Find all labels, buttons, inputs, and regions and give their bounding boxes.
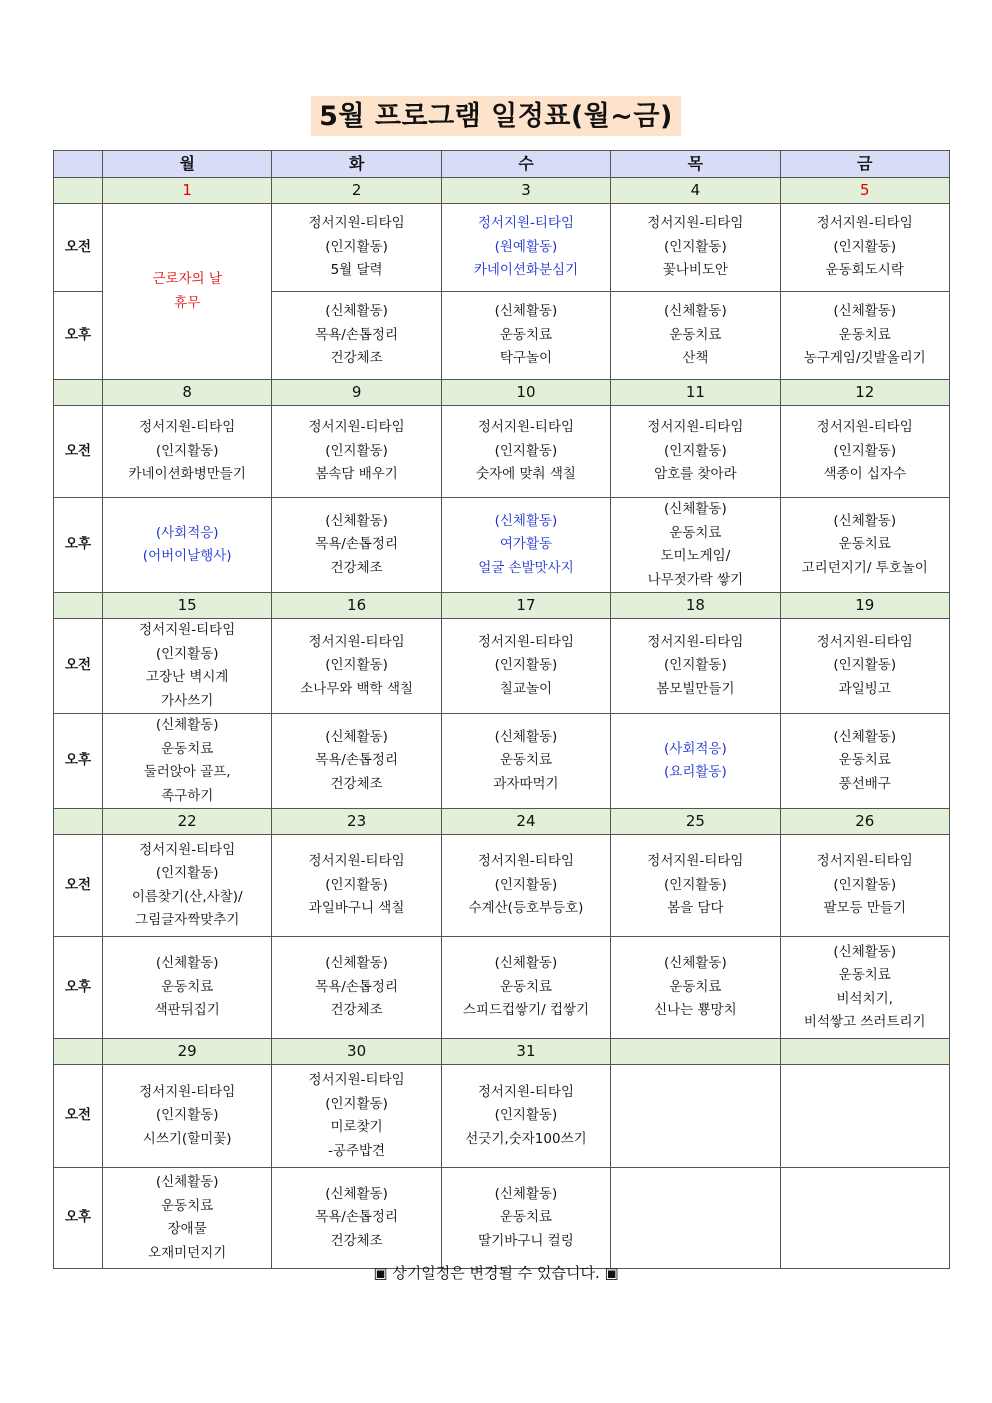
activity-line: 정서지원-티타임 xyxy=(647,215,744,232)
activity-line: 운동치료 xyxy=(161,978,214,995)
pm-cell-tue xyxy=(272,714,441,809)
am-cell-wed xyxy=(441,619,610,714)
pm-cell-fri xyxy=(780,714,949,809)
am-row xyxy=(54,835,950,937)
activity-line: 여가활동 xyxy=(499,536,553,553)
activity-line: (사회적응) xyxy=(155,524,219,541)
activity-line: 고장난 벽시계 xyxy=(145,669,229,685)
activity-line: 정서지원-티타임 xyxy=(816,419,913,436)
activity-line: 숫자에 맞춰 색칠 xyxy=(476,466,576,483)
activity-line: (요리활동) xyxy=(664,764,727,780)
activity-line: 정서지원-티타임 xyxy=(647,853,744,870)
activity-line: (인지활동) xyxy=(325,657,388,674)
pm-cell-thu xyxy=(611,714,780,809)
activity-line: 정서지원-티타임 xyxy=(816,215,913,232)
activity-line: (신체활동) xyxy=(664,303,727,320)
date-row xyxy=(54,809,950,835)
activity-line: 오재미던지기 xyxy=(148,1244,227,1261)
activity-line: 선긋기,숫자100쓰기 xyxy=(465,1130,587,1147)
date-row-blank xyxy=(54,1039,103,1065)
activity-line: (어버이날행사) xyxy=(142,548,232,564)
activity-line: (신체활동) xyxy=(494,1185,558,1202)
date-cell-tue: 9 xyxy=(272,380,441,406)
pm-cell-wed xyxy=(441,292,610,380)
activity-line: 목욕/손톱정리 xyxy=(315,536,398,553)
am-row xyxy=(54,619,950,714)
activity-line: (사회적응) xyxy=(664,740,727,757)
activity-line: 정서지원-티타임 xyxy=(139,419,236,436)
activity-line: 정서지원-티타임 xyxy=(308,419,405,436)
pm-row xyxy=(54,714,950,809)
pm-cell-tue xyxy=(272,937,441,1039)
activity-line: (인지활동) xyxy=(494,442,558,459)
date-cell-wed: 31 xyxy=(441,1039,610,1065)
activity-line: -공주밥견 xyxy=(328,1142,386,1159)
period-label-am: 오전 xyxy=(54,619,103,714)
date-cell-tue: 30 xyxy=(272,1039,441,1065)
period-label-am: 오전 xyxy=(54,835,103,937)
activity-line: 운동치료 xyxy=(499,326,553,343)
am-cell-tue xyxy=(272,406,441,498)
am-row xyxy=(54,406,950,498)
activity-line: 봄을 담다 xyxy=(667,900,724,917)
activity-line: 칠교놀이 xyxy=(499,680,553,697)
page-title: 5월 프로그램 일정표(월~금) xyxy=(311,96,681,136)
activity-line: (신체활동) xyxy=(833,728,897,745)
activity-line: (신체활동) xyxy=(325,1185,388,1202)
date-cell-thu: 4 xyxy=(611,178,780,204)
activity-line: 카네이션화분심기 xyxy=(473,262,579,279)
activity-line: 건강체조 xyxy=(330,1232,383,1249)
pm-cell-tue xyxy=(272,292,441,380)
date-row-blank xyxy=(54,593,103,619)
schedule-body xyxy=(54,151,950,1269)
activity-line: 정서지원-티타임 xyxy=(308,853,405,870)
pm-row xyxy=(54,1168,950,1269)
activity-line: 정서지원-티타임 xyxy=(816,633,913,650)
date-row xyxy=(54,593,950,619)
date-cell-mon: 1 xyxy=(103,178,272,204)
pm-cell-wed xyxy=(441,498,610,593)
activity-line: 운동치료 xyxy=(838,326,891,343)
activity-line: 색종이 십자수 xyxy=(823,466,907,483)
activity-line: (원예활동) xyxy=(494,238,558,255)
pm-cell-fri xyxy=(780,292,949,380)
am-cell-thu xyxy=(611,1065,780,1168)
activity-line: (신체활동) xyxy=(494,728,558,745)
am-row xyxy=(54,204,950,292)
am-cell-fri xyxy=(780,406,949,498)
pm-cell-mon xyxy=(103,1168,272,1269)
activity-line: 족구하기 xyxy=(161,787,214,804)
day-header-wed: 수 xyxy=(441,151,610,178)
activity-line: 운동치료 xyxy=(161,740,214,757)
activity-line: (신체활동) xyxy=(325,955,388,972)
date-row xyxy=(54,178,950,204)
period-label-pm: 오후 xyxy=(54,1168,103,1269)
activity-line: 운동치료 xyxy=(669,326,722,343)
pm-cell-wed xyxy=(441,937,610,1039)
date-cell-wed: 3 xyxy=(441,178,610,204)
activity-line: 둘러앉아 골프, xyxy=(143,764,231,780)
activity-line: (신체활동) xyxy=(664,955,727,972)
am-cell-tue xyxy=(272,1065,441,1168)
activity-line: (인지활동) xyxy=(664,238,727,255)
activity-line: (신체활동) xyxy=(155,717,219,733)
activity-line: 농구게임/깃발올리기 xyxy=(803,350,926,367)
holiday-line: 휴무 xyxy=(174,294,201,311)
pm-cell-wed xyxy=(441,714,610,809)
period-label-am: 오전 xyxy=(54,406,103,498)
activity-line: 정서지원-티타임 xyxy=(647,633,744,650)
activity-line: 운동치료 xyxy=(838,967,891,983)
activity-line: 정서지원-티타임 xyxy=(308,1072,405,1088)
activity-line: 정서지원-티타임 xyxy=(139,841,236,858)
am-cell-thu xyxy=(611,619,780,714)
activity-line: 운동치료 xyxy=(838,752,891,769)
pm-cell-mon xyxy=(103,714,272,809)
activity-line: 건강체조 xyxy=(330,775,383,792)
activity-line: (신체활동) xyxy=(494,955,558,972)
activity-line: 건강체조 xyxy=(330,559,383,576)
schedule-table xyxy=(53,150,950,1269)
activity-line: 비석쌓고 쓰러트리기 xyxy=(803,1014,926,1030)
pm-cell-mon xyxy=(103,937,272,1039)
activity-line: (인지활동) xyxy=(325,1095,388,1112)
pm-cell-thu xyxy=(611,292,780,380)
day-header-mon: 월 xyxy=(103,151,272,178)
activity-line: 운동치료 xyxy=(161,1197,214,1214)
holiday-cell xyxy=(103,204,272,380)
date-cell-mon: 15 xyxy=(103,593,272,619)
activity-line: 목욕/손톱정리 xyxy=(315,326,398,343)
activity-line: 정서지원-티타임 xyxy=(477,853,575,870)
pm-cell-mon xyxy=(103,498,272,593)
activity-line: 시쓰기(할미꽃) xyxy=(142,1130,232,1147)
pm-cell-wed xyxy=(441,1168,610,1269)
activity-line: 정서지원-티타임 xyxy=(308,215,405,232)
activity-line: 신나는 뿅망치 xyxy=(654,1002,737,1019)
date-cell-wed: 17 xyxy=(441,593,610,619)
activity-line: 색판뒤집기 xyxy=(154,1002,220,1019)
title-wrap xyxy=(0,96,992,136)
date-cell-tue: 16 xyxy=(272,593,441,619)
activity-line: (인지활동) xyxy=(325,876,388,893)
activity-line: (신체활동) xyxy=(494,303,558,320)
activity-line: 봄속담 배우기 xyxy=(315,466,398,483)
am-cell-fri xyxy=(780,204,949,292)
day-header-thu: 목 xyxy=(611,151,780,178)
activity-line: (인지활동) xyxy=(833,876,897,893)
activity-line: (신체활동) xyxy=(833,303,897,320)
activity-line: 소나무와 백학 색칠 xyxy=(300,680,414,697)
pm-cell-thu xyxy=(611,1168,780,1269)
activity-line: 정서지원-티타임 xyxy=(477,215,575,232)
date-cell-tue: 23 xyxy=(272,809,441,835)
activity-line: 목욕/손톱정리 xyxy=(315,978,398,995)
activity-line: (인지활동) xyxy=(494,1107,558,1124)
pm-cell-thu xyxy=(611,937,780,1039)
date-cell-fri: 19 xyxy=(780,593,949,619)
activity-line: 봄모빌만들기 xyxy=(656,680,735,697)
activity-line: 풍선배구 xyxy=(838,775,891,792)
am-cell-mon xyxy=(103,1065,272,1168)
date-cell-fri: 12 xyxy=(780,380,949,406)
date-row xyxy=(54,1039,950,1065)
activity-line: (인지활동) xyxy=(155,645,219,662)
pm-cell-fri xyxy=(780,1168,949,1269)
period-label-am: 오전 xyxy=(54,1065,103,1168)
activity-line: 운동치료 xyxy=(669,524,722,541)
activity-line: (신체활동) xyxy=(325,303,388,320)
period-label-pm: 오후 xyxy=(54,714,103,809)
activity-line: 정서지원-티타임 xyxy=(647,419,744,436)
activity-line: 정서지원-티타임 xyxy=(308,633,405,650)
am-cell-wed xyxy=(441,406,610,498)
am-cell-mon xyxy=(103,835,272,937)
activity-line: 정서지원-티타임 xyxy=(139,622,236,638)
activity-line: 고리던지기/ 투호놀이 xyxy=(801,559,928,576)
activity-line: 도미노게임/ xyxy=(660,548,731,564)
pm-cell-fri xyxy=(780,498,949,593)
activity-line: 탁구놀이 xyxy=(499,350,553,367)
activity-line: 과일빙고 xyxy=(838,680,891,697)
activity-line: 팔모등 만들기 xyxy=(823,900,907,917)
activity-line: 운동치료 xyxy=(499,752,553,769)
date-cell-tue: 2 xyxy=(272,178,441,204)
activity-line: (인지활동) xyxy=(155,865,219,881)
activity-line: 나무젓가락 쌓기 xyxy=(647,571,744,588)
activity-line: 정서지원-티타임 xyxy=(816,853,913,870)
day-header-tue: 화 xyxy=(272,151,441,178)
period-label-pm: 오후 xyxy=(54,498,103,593)
date-row-blank xyxy=(54,380,103,406)
date-cell-thu: 11 xyxy=(611,380,780,406)
am-cell-mon xyxy=(103,406,272,498)
activity-line: (인지활동) xyxy=(155,1107,219,1124)
activity-line: 이름찾기(산,사찰)/ xyxy=(131,888,243,905)
activity-line: 정서지원-티타임 xyxy=(477,419,575,436)
am-cell-wed xyxy=(441,204,610,292)
am-cell-thu xyxy=(611,835,780,937)
am-cell-tue xyxy=(272,619,441,714)
activity-line: 카네이션화병만들기 xyxy=(128,466,246,483)
am-cell-wed xyxy=(441,835,610,937)
activity-line: 정서지원-티타임 xyxy=(477,1083,575,1100)
am-row xyxy=(54,1065,950,1168)
activity-line: (인지활동) xyxy=(155,442,219,459)
date-cell-mon: 22 xyxy=(103,809,272,835)
activity-line: 꽃나비도안 xyxy=(662,262,728,279)
date-row-blank xyxy=(54,178,103,204)
activity-line: (신체활동) xyxy=(325,512,388,529)
date-row xyxy=(54,380,950,406)
activity-line: 장애물 xyxy=(167,1221,207,1237)
activity-line: 운동치료 xyxy=(838,536,891,553)
activity-line: 운동치료 xyxy=(669,978,722,995)
activity-line: (신체활동) xyxy=(664,501,727,517)
pm-cell-fri xyxy=(780,937,949,1039)
am-cell-tue xyxy=(272,204,441,292)
activity-line: (인지활동) xyxy=(494,876,558,893)
day-header-row xyxy=(54,151,950,178)
activity-line: 수계산(등호부등호) xyxy=(468,900,584,917)
period-label-pm: 오후 xyxy=(54,937,103,1039)
pm-cell-thu xyxy=(611,498,780,593)
activity-line: (인지활동) xyxy=(833,238,897,255)
pm-cell-tue xyxy=(272,498,441,593)
activity-line: 암호를 찾아라 xyxy=(654,466,737,483)
activity-line: (신체활동) xyxy=(155,955,219,972)
activity-line: (신체활동) xyxy=(833,943,897,960)
activity-line: 그림글자짝맞추기 xyxy=(135,912,240,928)
activity-line: (신체활동) xyxy=(833,512,897,529)
activity-line: 정서지원-티타임 xyxy=(477,633,575,650)
date-row-blank xyxy=(54,809,103,835)
activity-line: (인지활동) xyxy=(664,657,727,674)
holiday-line: 근로자의 날 xyxy=(152,271,222,287)
am-cell-wed xyxy=(441,1065,610,1168)
footer-note: ▣ 상기일정은 변경될 수 있습니다. ▣ xyxy=(373,1264,619,1282)
activity-line: 과일바구니 색칠 xyxy=(308,900,405,917)
activity-line: 미로찾기 xyxy=(330,1119,383,1135)
date-cell-thu: 25 xyxy=(611,809,780,835)
am-cell-fri xyxy=(780,619,949,714)
activity-line: (인지활동) xyxy=(325,238,388,255)
am-cell-fri xyxy=(780,1065,949,1168)
activity-line: 딸기바구니 컬링 xyxy=(478,1232,574,1249)
date-cell-mon: 8 xyxy=(103,380,272,406)
date-cell-wed: 24 xyxy=(441,809,610,835)
activity-line: (인지활동) xyxy=(664,442,727,459)
activity-line: (신체활동) xyxy=(155,1174,219,1190)
activity-line: 산책 xyxy=(682,350,709,367)
date-cell-fri xyxy=(780,1039,949,1065)
activity-line: 건강체조 xyxy=(330,350,383,367)
activity-line: 5월 달력 xyxy=(330,262,383,279)
activity-line: 운동치료 xyxy=(499,978,553,995)
activity-line: 목욕/손톱정리 xyxy=(315,752,398,769)
am-cell-thu xyxy=(611,204,780,292)
activity-line: 운동회도시락 xyxy=(825,262,904,279)
date-cell-fri: 5 xyxy=(780,178,949,204)
activity-line: 과자따먹기 xyxy=(493,775,559,792)
activity-line: (인지활동) xyxy=(494,657,558,674)
activity-line: (인지활동) xyxy=(833,657,897,674)
activity-line: 얼굴 손발맛사지 xyxy=(478,559,574,576)
activity-line: 목욕/손톱정리 xyxy=(315,1209,398,1226)
date-cell-wed: 10 xyxy=(441,380,610,406)
date-cell-fri: 26 xyxy=(780,809,949,835)
am-cell-mon xyxy=(103,619,272,714)
activity-line: 비석치기, xyxy=(836,990,893,1007)
period-label-pm: 오후 xyxy=(54,292,103,380)
activity-line: 정서지원-티타임 xyxy=(139,1083,236,1100)
corner-cell xyxy=(54,151,103,178)
date-cell-thu xyxy=(611,1039,780,1065)
activity-line: (신체활동) xyxy=(325,728,388,745)
am-cell-fri xyxy=(780,835,949,937)
pm-row xyxy=(54,498,950,593)
activity-line: (인지활동) xyxy=(664,876,727,893)
activity-line: 운동치료 xyxy=(499,1209,553,1226)
activity-line: 가사쓰기 xyxy=(161,692,214,709)
am-cell-thu xyxy=(611,406,780,498)
pm-row xyxy=(54,937,950,1039)
date-cell-mon: 29 xyxy=(103,1039,272,1065)
day-header-fri: 금 xyxy=(780,151,949,178)
am-cell-tue xyxy=(272,835,441,937)
date-cell-thu: 18 xyxy=(611,593,780,619)
activity-line: (신체활동) xyxy=(494,512,558,529)
activity-line: (인지활동) xyxy=(833,442,897,459)
activity-line: 건강체조 xyxy=(330,1002,383,1019)
pm-cell-tue xyxy=(272,1168,441,1269)
period-label-am: 오전 xyxy=(54,204,103,292)
activity-line: (인지활동) xyxy=(325,442,388,459)
activity-line: 스피드컵쌓기/ 컵쌓기 xyxy=(462,1002,590,1019)
